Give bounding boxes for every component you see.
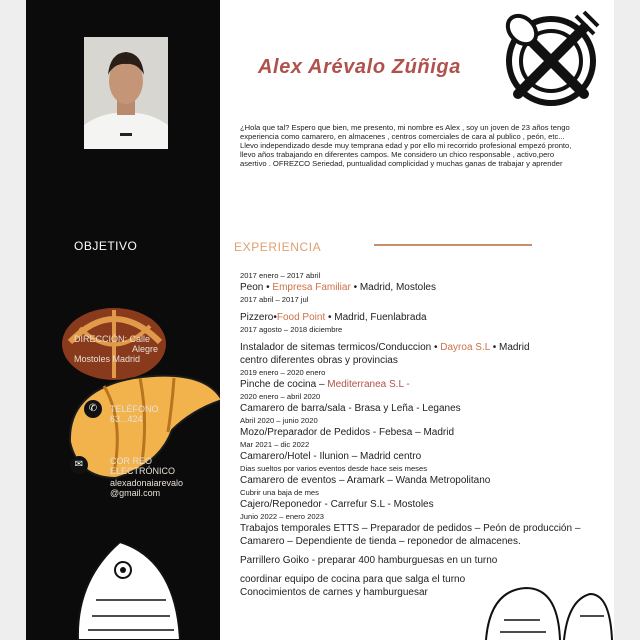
job-date: 2017 enero – 2017 abril <box>240 271 321 280</box>
address-line-3: Mostoles Madrid <box>74 354 141 364</box>
cutlery-plate-icon <box>498 8 604 114</box>
address-line-2: Alegre <box>132 344 159 354</box>
experience-list <box>240 270 610 599</box>
intro-paragraph: ¿Hola que tal? Espero que bien, me presento, mi nombre es Alex , soy un joven de 23 años tengo experiencia como camarero, en almacenes , centros comerciales de cara al publico , peón, etc... Llevo independizado desde muy temprana edad y por ello mi recorrido profesional empezó pronto, llevo años trabajando en diferentes campos. Me considero un chico responsable , activo,pero asertivo . OFREZCO Seriedad, puntualidad complicidad y muchas ganas de trabajar y aprender <box>240 123 572 168</box>
resume-page <box>26 0 614 640</box>
job-date: 2017 agosto – 2018 diciembre <box>240 325 343 334</box>
job-title: Camarero/Hotel - Ilunion – Madrid centro <box>240 451 422 462</box>
email-address[interactable]: alexadonaiarevalo <box>110 478 184 488</box>
objective-heading: OBJETIVO <box>74 239 138 253</box>
job-detail: Conocimientos de carnes y hamburguesar <box>240 587 428 598</box>
main-content <box>220 0 614 640</box>
job-title: Parrillero Goiko - preparar 400 hamburguesas en un turno <box>240 555 498 566</box>
experience-divider <box>374 244 532 246</box>
job-title: Pinche de cocina – Mediterranea S.L - <box>240 379 410 390</box>
profile-photo <box>84 37 168 149</box>
address-line-1: DIRECCIÓN: Calle <box>74 334 151 344</box>
job-title: Pizzero•Food Point • Madrid, Fuenlabrada <box>240 312 427 323</box>
job-date: Dias sueltos por varios eventos desde hace seis meses <box>240 464 427 473</box>
experience-heading: EXPERIENCIA <box>234 240 322 254</box>
fish-illustration <box>76 540 186 640</box>
candidate-name: Alex Arévalo Zúñiga <box>258 56 461 78</box>
job-date: Cubrir una baja de mes <box>240 488 319 497</box>
email-icon: ✉ <box>70 456 88 474</box>
job-date: Mar 2021 – dic 2022 <box>240 440 310 449</box>
sidebar <box>26 0 220 640</box>
job-date: Abril 2020 – junio 2020 <box>240 416 318 425</box>
food-sketch-illustration <box>480 580 614 640</box>
job-date: 2017 abril – 2017 jul <box>240 295 309 304</box>
job-detail: centro diferentes obras y provincias <box>240 355 398 366</box>
email-label-2: ELECTRÓNICO <box>110 466 176 476</box>
job-title: Mozo/Preparador de Pedidos - Febesa – Madrid <box>240 427 455 438</box>
job-date: 2019 enero – 2020 enero <box>240 368 326 377</box>
job-title: Camarero de eventos – Aramark – Wanda Metropolitano <box>240 475 491 486</box>
job-title: Trabajos temporales ETTS – Preparador de pedidos – Peón de producción – Camarero – Dependiente de tienda – reponedor de almacenes. <box>240 523 581 547</box>
email-domain[interactable]: @gmail.com <box>110 488 161 498</box>
job-title: Peon • Empresa Familiar • Madrid, Mostoles <box>240 282 436 293</box>
job-detail: coordinar equipo de cocina para que salga el turno <box>240 574 466 585</box>
job-date: 2020 enero – abril 2020 <box>240 392 321 401</box>
job-title: Camarero de barra/sala - Brasa y Leña - Leganes <box>240 403 461 414</box>
job-title: Instalador de sitemas termicos/Conduccion • Dayroa S.L • Madrid <box>240 342 530 353</box>
email-label: COR REO <box>110 456 153 466</box>
job-title: Cajero/Reponedor - Carrefur S.L - Mostoles <box>240 499 434 510</box>
phone-number: 63...424 <box>110 414 143 424</box>
job-date: Junio 2022 – enero 2023 <box>240 512 325 521</box>
phone-icon: ✆ <box>84 400 102 418</box>
phone-label: TELÉFONO <box>110 404 159 414</box>
